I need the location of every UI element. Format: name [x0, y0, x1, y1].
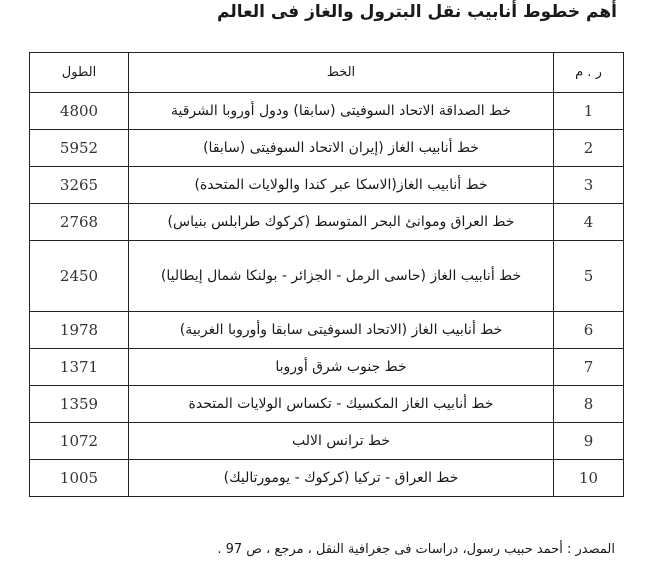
page-title: أهم خطوط أنابيب نقل البترول والغاز فى العالم	[217, 2, 617, 22]
table-row	[30, 460, 624, 497]
row-length: 1072	[30, 423, 129, 460]
table-row	[30, 93, 624, 130]
row-line-name: خط ترانس الالب	[129, 423, 554, 460]
row-line-name: خط العراق وموانئ البحر المتوسط (كركوك طرابلس بنياس)	[129, 204, 554, 241]
row-number: 7	[554, 349, 624, 386]
row-number: 9	[554, 423, 624, 460]
row-length: 2450	[30, 241, 129, 312]
header-length: الطول	[30, 53, 129, 93]
source-note: المصدر : أحمد حبيب رسول، دراسات فى جغرافية النقل ، مرجع ، ص 97 .	[217, 542, 615, 557]
row-line-name: خط الصداقة الاتحاد السوفيتى (سابقا) ودول أوروبا الشرقية	[129, 93, 554, 130]
row-number: 2	[554, 130, 624, 167]
table-row	[30, 130, 624, 167]
header-line: الخط	[129, 53, 554, 93]
row-number: 5	[554, 241, 624, 312]
table-header-row	[30, 53, 624, 93]
row-length: 1371	[30, 349, 129, 386]
row-line-name: خط أنابيب الغاز (الاتحاد السوفيتى سابقا وأوروبا الغربية)	[129, 312, 554, 349]
row-line-name: خط جنوب شرق أوروبا	[129, 349, 554, 386]
row-line-name: خط العراق - تركيا (كركوك - يومورتاليك)	[129, 460, 554, 497]
row-length: 1005	[30, 460, 129, 497]
row-number: 6	[554, 312, 624, 349]
row-number: 8	[554, 386, 624, 423]
row-line-name: خط أنابيب الغاز (حاسى الرمل - الجزائر - بولنكا شمال إيطاليا)	[129, 241, 554, 312]
table-row	[30, 241, 624, 312]
row-line-name: خط أنابيب الغاز(الاسكا عبر كندا والولايات المتحدة)	[129, 167, 554, 204]
header-serial-number: ر . م	[554, 53, 624, 93]
row-number: 4	[554, 204, 624, 241]
row-line-name: خط أنابيب الغاز (إيران الاتحاد السوفيتى (سابقا)	[129, 130, 554, 167]
table-row	[30, 386, 624, 423]
row-number: 3	[554, 167, 624, 204]
table-row	[30, 204, 624, 241]
table-row	[30, 349, 624, 386]
row-length: 4800	[30, 93, 129, 130]
row-length: 5952	[30, 130, 129, 167]
table-row	[30, 167, 624, 204]
table-row	[30, 423, 624, 460]
row-length: 3265	[30, 167, 129, 204]
row-line-name: خط أنابيب الغاز المكسيك - تكساس الولايات المتحدة	[129, 386, 554, 423]
table-row	[30, 312, 624, 349]
row-length: 2768	[30, 204, 129, 241]
row-number: 10	[554, 460, 624, 497]
row-length: 1359	[30, 386, 129, 423]
pipelines-table	[29, 52, 624, 497]
row-number: 1	[554, 93, 624, 130]
row-length: 1978	[30, 312, 129, 349]
